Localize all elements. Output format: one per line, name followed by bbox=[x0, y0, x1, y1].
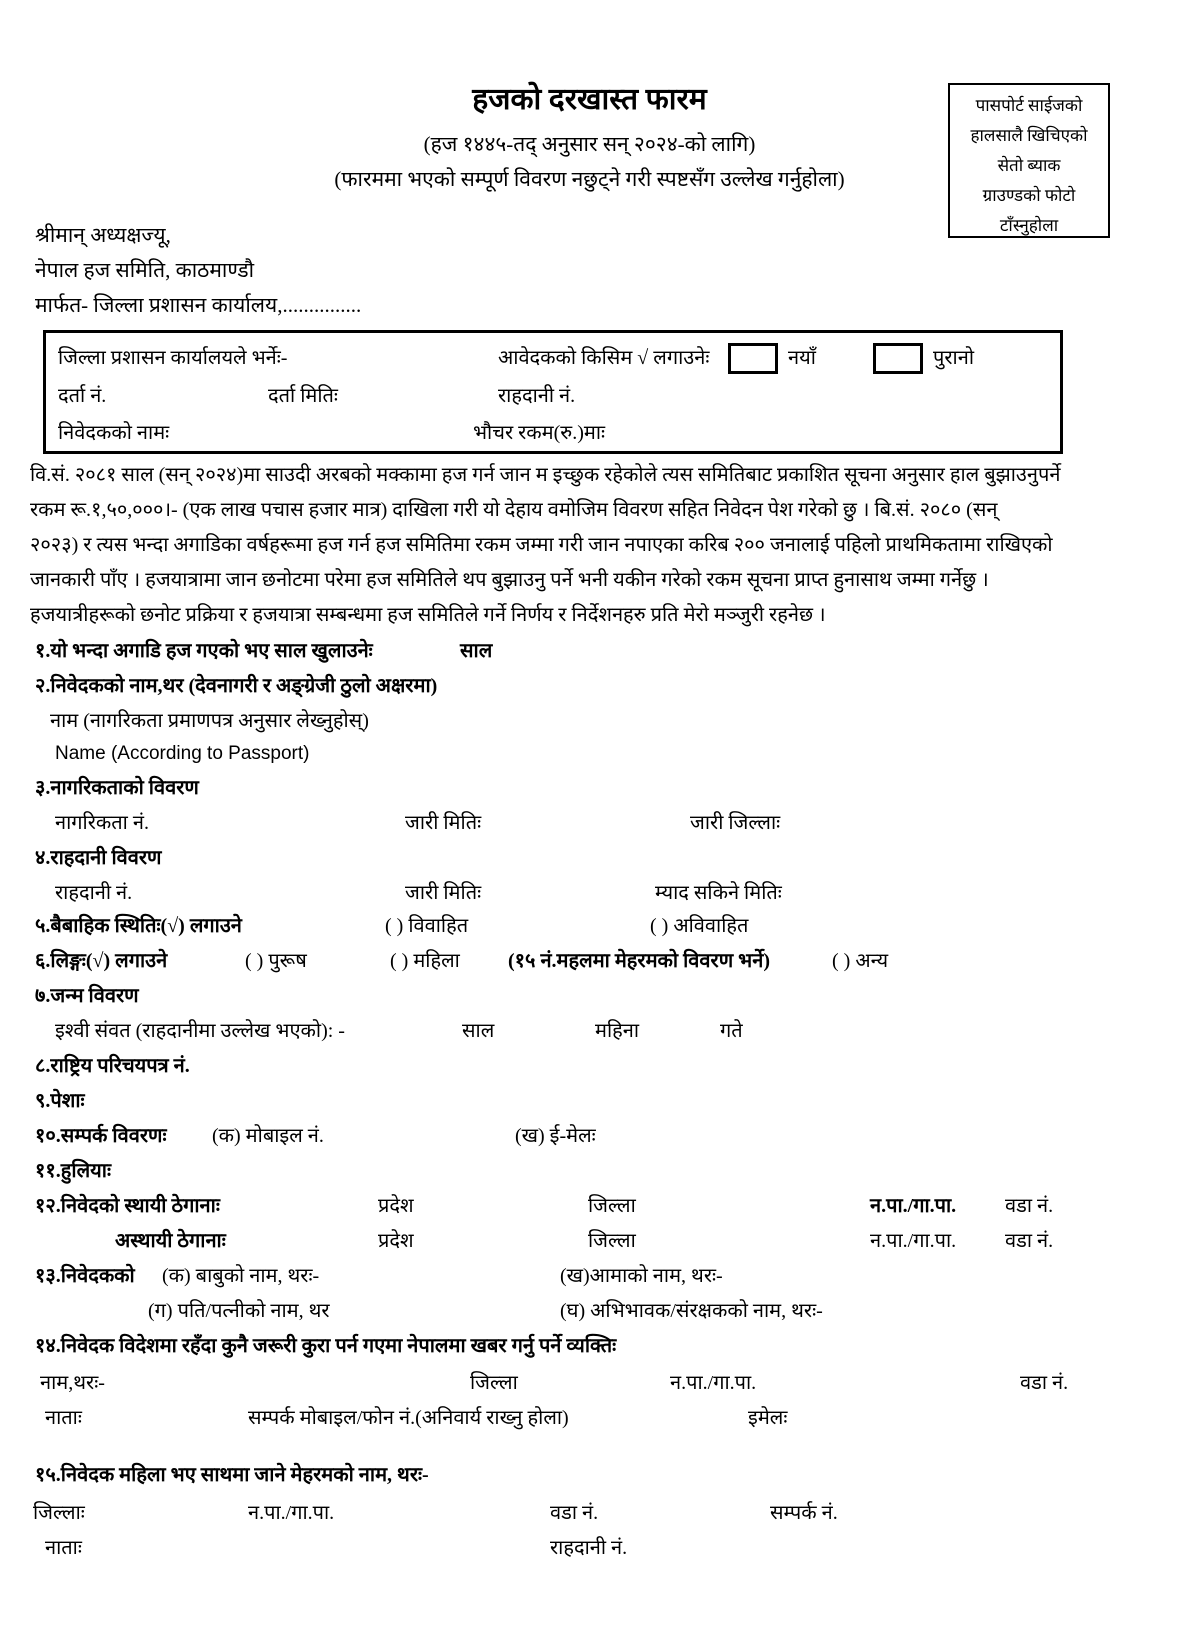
office-use-box bbox=[43, 330, 1063, 454]
form-title: हजको दरखास्त फारम bbox=[472, 83, 707, 116]
item7-year-label: साल bbox=[462, 1020, 495, 1042]
item4-issue-date-label: जारी मितिः bbox=[405, 882, 482, 904]
item4-passport-details-label: ४.राहदानी विवरण bbox=[35, 847, 162, 869]
new-applicant-checkbox[interactable] bbox=[728, 343, 778, 374]
item12-temp-municipality-label: न.पा./गा.पा. bbox=[870, 1230, 957, 1252]
addressee-via-office: मार्फत- जिल्ला प्रशासन कार्यालय,............... bbox=[35, 293, 362, 317]
item15-mahram-label: १५.निवेदक महिला भए साथमा जाने मेहरमको नाम, थरः- bbox=[35, 1464, 429, 1486]
applicant-type-label: आवेदकको किसिम √ लगाउनेः bbox=[498, 347, 710, 369]
item3-citizenship-details-label: ३.नागरिकताको विवरण bbox=[35, 777, 199, 799]
item6-gender-label: ६.लिङ्गः(√) लगाउने bbox=[35, 950, 168, 972]
item14-district-label: जिल्ला bbox=[470, 1372, 518, 1394]
photo-instruction-line: टाँस्नुहोला bbox=[999, 216, 1059, 235]
item14-municipality-label: न.पा./गा.पा. bbox=[670, 1372, 757, 1394]
item8-national-id-label: ८.राष्ट्रिय परिचयपत्र नं. bbox=[35, 1055, 190, 1077]
item12-temporary-address-label: अस्थायी ठेगानाः bbox=[115, 1230, 226, 1252]
item13-applicant-of-label: १३.निवेदकको bbox=[35, 1265, 135, 1287]
item7-day-label: गते bbox=[720, 1020, 743, 1042]
item14-name-label: नाम,थरः- bbox=[40, 1372, 105, 1394]
item12-temp-ward-label: वडा नं. bbox=[1005, 1230, 1054, 1252]
applicant-name-label: निवेदकको नामः bbox=[58, 422, 170, 444]
item12-ward-label: वडा नं. bbox=[1005, 1195, 1054, 1217]
item9-occupation-label: ९.पेशाः bbox=[35, 1090, 85, 1112]
item12-temp-district-label: जिल्ला bbox=[588, 1230, 636, 1252]
item15-municipality-label: न.पा./गा.पा. bbox=[248, 1502, 335, 1524]
item7-month-label: महिना bbox=[595, 1020, 640, 1042]
declaration-line: वि.सं. २०८१ साल (सन् २०२४)मा साउदी अरबको मक्कामा हज गर्न जान म इच्छुक रहेकोले त्यस समितिबाट प्रकाशित सूचना अनुसार हाल बुझाउनुपर्ने bbox=[30, 464, 1061, 486]
item2-name-english-label: Name (According to Passport) bbox=[55, 743, 310, 764]
photo-instruction-line: हालसालै खिचिएको bbox=[970, 126, 1088, 145]
item12-district-label: जिल्ला bbox=[588, 1195, 636, 1217]
declaration-line: रकम रू.१,५०,०००।- (एक लाख पचास हजार मात्र) दाखिला गरी यो देहाय वमोजिम विवरण सहित निवेदन पेश गरेको छु । बि.सं. २०८० (सन् bbox=[30, 499, 998, 521]
item7-birth-details-label: ७.जन्म विवरण bbox=[35, 985, 139, 1007]
declaration-line: हजयात्रीहरूको छनोट प्रक्रिया र हजयात्रा सम्बन्धमा हज समितिले गर्ने निर्णय र निर्देशनहरु प्रति मेरो मञ्जुरी रहनेछ । bbox=[30, 604, 826, 626]
registration-no-label: दर्ता नं. bbox=[58, 385, 107, 407]
item10-email-label: (ख) ई-मेलः bbox=[515, 1125, 596, 1147]
item15-contact-label: सम्पर्क नं. bbox=[770, 1502, 838, 1524]
item11-appearance-label: ११.हुलियाः bbox=[35, 1160, 111, 1182]
item2-name-nepali-label: नाम (नागरिकता प्रमाणपत्र अनुसार लेख्नुहोस्) bbox=[50, 710, 369, 732]
item14-emergency-contact-label: १४.निवेदक विदेशमा रहँदा कुनै जरूरी कुरा पर्न गएमा नेपालमा खबर गर्नु पर्ने व्यक्तिः bbox=[35, 1335, 617, 1357]
photo-instruction-line: सेतो ब्याक bbox=[997, 156, 1061, 175]
form-subtitle-note: (फारममा भएको सम्पूर्ण विवरण नछुट्ने गरी स्पष्टसँग उल्लेख गर्नुहोला) bbox=[334, 167, 845, 191]
new-applicant-label: नयाँ bbox=[788, 347, 816, 369]
item7-ad-date-label: इश्वी संवत (राहदानीमा उल्लेख भएको): - bbox=[55, 1020, 345, 1042]
item5-marital-status-label: ५.बैबाहिक स्थितिः(√) लगाउने bbox=[35, 915, 242, 937]
item3-citizenship-no-label: नागरिकता नं. bbox=[55, 812, 149, 834]
item10-contact-label: १०.सम्पर्क विवरणः bbox=[35, 1125, 167, 1147]
old-applicant-label: पुरानो bbox=[933, 347, 974, 369]
item13-mother-name-label: (ख)आमाको नाम, थरः- bbox=[560, 1265, 723, 1287]
item1-previous-haj-year-label: १.यो भन्दा अगाडि हज गएको भए साल खुलाउनेः bbox=[35, 640, 373, 662]
item14-email-label: इमेलः bbox=[748, 1407, 788, 1429]
item15-district-label: जिल्लाः bbox=[33, 1502, 85, 1524]
item6-female-note: (१५ नं.महलमा मेहरमको विवरण भर्ने) bbox=[508, 950, 770, 972]
item12-province-label: प्रदेश bbox=[378, 1195, 414, 1217]
item14-contact-number-label: सम्पर्क मोबाइल/फोन नं.(अनिवार्य राख्नु होला) bbox=[248, 1407, 569, 1429]
item12-temp-province-label: प्रदेश bbox=[378, 1230, 414, 1252]
item1-year-label: साल bbox=[460, 640, 493, 662]
passport-no-label: राहदानी नं. bbox=[498, 385, 576, 407]
item6-other-option[interactable]: ( ) अन्य bbox=[832, 950, 889, 972]
office-fill-label: जिल्ला प्रशासन कार्यालयले भर्नेः- bbox=[58, 347, 288, 369]
item10-mobile-label: (क) मोबाइल नं. bbox=[212, 1125, 324, 1147]
form-subtitle-year: (हज १४४५-तद् अनुसार सन् २०२४-को लागि) bbox=[423, 132, 756, 156]
item6-female-option[interactable]: ( ) महिला bbox=[390, 950, 460, 972]
item13-father-name-label: (क) बाबुको नाम, थरः- bbox=[162, 1265, 320, 1287]
item5-unmarried-option[interactable]: ( ) अविवाहित bbox=[650, 915, 749, 937]
item3-issue-district-label: जारी जिल्लाः bbox=[690, 812, 781, 834]
item12-municipality-label: न.पा./गा.पा. bbox=[870, 1195, 957, 1217]
item15-passport-label: राहदानी नं. bbox=[550, 1537, 628, 1559]
item12-permanent-address-label: १२.निवेदको स्थायी ठेगानाः bbox=[35, 1195, 220, 1217]
item15-ward-label: वडा नं. bbox=[550, 1502, 599, 1524]
item5-married-option[interactable]: ( ) विवाहित bbox=[385, 915, 469, 937]
addressee-committee: नेपाल हज समिति, काठमाण्डौ bbox=[35, 258, 255, 282]
old-applicant-checkbox[interactable] bbox=[873, 343, 923, 374]
declaration-line: २०२३) र त्यस भन्दा अगाडिका वर्षहरूमा हज गर्न हज समितिमा रकम जम्मा गरी जान नपाएका करिब २०० जनालाई पहिलो प्राथमिकतामा राखिएको bbox=[30, 534, 1053, 556]
voucher-amount-label: भौचर रकम(रु.)माः bbox=[473, 422, 606, 444]
photo-instruction-line: ग्राउण्डको फोटो bbox=[982, 186, 1076, 205]
declaration-line: जानकारी पाँए । हजयात्रामा जान छनोटमा परेमा हज समितिले थप बुझाउनु पर्ने भनी यकीन गरेको रकम सूचना प्राप्त हुनासाथ जम्मा गर्नेछु । bbox=[30, 569, 989, 591]
photo-instruction-line: पासपोर्ट साईजको bbox=[975, 96, 1083, 115]
item13-guardian-name-label: (घ) अभिभावक/संरक्षकको नाम, थरः- bbox=[560, 1300, 823, 1322]
item14-ward-label: वडा नं. bbox=[1020, 1372, 1069, 1394]
item13-spouse-name-label: (ग) पति/पत्नीको नाम, थर bbox=[148, 1300, 330, 1322]
item14-relation-label: नाताः bbox=[45, 1407, 82, 1429]
item4-expiry-date-label: म्याद सकिने मितिः bbox=[655, 882, 782, 904]
item2-applicant-name-label: २.निवेदकको नाम,थर (देवनागरी र अङ्ग्रेजी ठुलो अक्षरमा) bbox=[35, 675, 438, 697]
item15-relation-label: नाताः bbox=[45, 1537, 82, 1559]
item3-issue-date-label: जारी मितिः bbox=[405, 812, 482, 834]
registration-date-label: दर्ता मितिः bbox=[268, 385, 338, 407]
item4-passport-no-label: राहदानी नं. bbox=[55, 882, 133, 904]
item6-male-option[interactable]: ( ) पुरूष bbox=[245, 950, 307, 972]
addressee-chairman: श्रीमान् अध्यक्षज्यू, bbox=[35, 223, 171, 247]
